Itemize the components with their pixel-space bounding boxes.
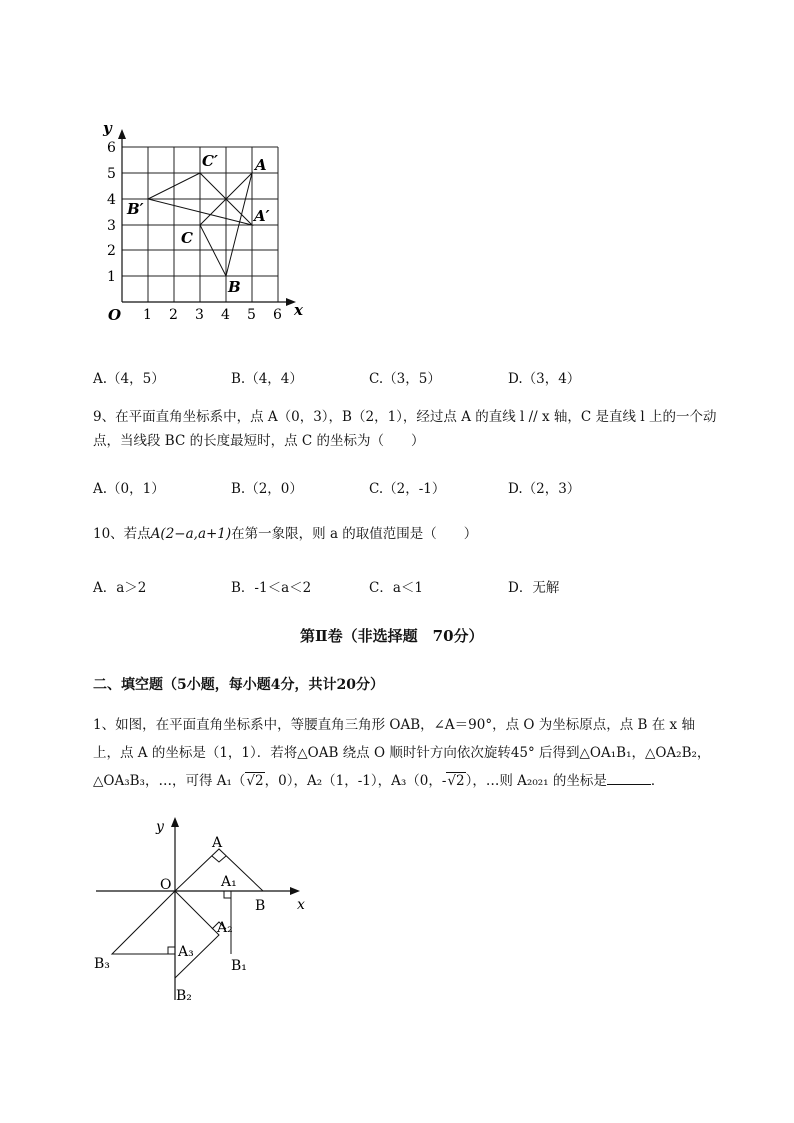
- x-axis-arrow-icon: [290, 887, 300, 895]
- fill1-line3-part-c: ），…则 A₂₀₂₁ 的坐标是: [465, 773, 607, 789]
- point-label-c-prime: C′: [202, 152, 218, 170]
- point-label-b3: B₃: [94, 956, 110, 972]
- q9-option-b: B.（2，0）: [231, 481, 303, 497]
- fill1-line1: 1、如图，在平面直角坐标系中，等腰直角三角形 OAB，∠A＝90°，点 O 为坐标原点，点 B 在 x 轴: [93, 717, 695, 733]
- q10-option-d: D．无解: [508, 580, 560, 596]
- q9-option-a: A.（0，1）: [93, 481, 165, 497]
- point-label-a1: A₁: [221, 874, 237, 890]
- q9-option-c: C.（2，-1）: [369, 481, 446, 497]
- triangle-oa2b2: [175, 891, 219, 978]
- point-label-a: A: [255, 156, 267, 174]
- y-tick-label: 5: [107, 166, 116, 182]
- x-tick-label: 4: [221, 307, 230, 323]
- q9-text-line2: 点，当线段 BC 的长度最短时，点 C 的坐标为（ ）: [93, 433, 425, 449]
- y-tick-label: 6: [107, 140, 116, 156]
- sqrt-two: √2: [447, 773, 465, 789]
- x-axis-label: x: [297, 897, 305, 913]
- q9-option-d: D.（2，3）: [508, 481, 581, 497]
- fill1-line3: [93, 771, 664, 791]
- point-label-b: B: [228, 278, 241, 296]
- q10-option-c: C．a＜1: [369, 580, 423, 596]
- fill1-line3-part-a: △OA₃B₃，…，可得 A₁（: [93, 773, 246, 789]
- x-axis-label: x: [294, 301, 303, 319]
- fill1-line3-part-b: ，0），A₂（1，-1），A₃（0，-: [264, 773, 447, 789]
- figure1-grid-diagram: [95, 115, 310, 330]
- y-tick-label: 4: [107, 192, 116, 208]
- q10-prefix: 10、若点: [93, 526, 151, 542]
- q9-text-line1: 9、在平面直角坐标系中，点 A（0，3），B（2，1），经过点 A 的直线 l // x 轴，C 是直线 l 上的一个动: [93, 409, 717, 425]
- y-tick-label: 1: [107, 269, 116, 285]
- fill1-end: ．: [650, 773, 665, 789]
- right-angle-marks: [168, 856, 231, 954]
- x-tick-label: 3: [195, 307, 204, 323]
- section2-title: 二、填空题（5小题，每小题4分，共计20分）: [93, 677, 384, 693]
- q10-suffix: 在第一象限，则 a 的取值范围是（ ）: [231, 526, 478, 542]
- point-label-a-prime: A′: [254, 207, 270, 225]
- figure2-rotation-diagram: [90, 810, 320, 1015]
- point-label-b-prime: B′: [127, 200, 144, 218]
- q10-option-a: A．a＞2: [93, 580, 147, 596]
- y-tick-label: 3: [107, 218, 116, 234]
- q8-option-d: D.（3，4）: [508, 371, 581, 387]
- y-tick-labels: [107, 140, 116, 285]
- y-axis-arrow-icon: [171, 817, 179, 827]
- x-tick-labels: [143, 307, 282, 323]
- origin-label: O: [108, 306, 122, 324]
- y-axis-label: y: [103, 119, 112, 137]
- q8-option-c: C.（3，5）: [369, 371, 441, 387]
- triangle-oa3b3: [112, 891, 175, 954]
- y-axis-arrow-icon: [118, 129, 126, 139]
- q8-option-b: B.（4，4）: [231, 371, 303, 387]
- point-label-a2: A₂: [217, 920, 233, 936]
- sqrt-two: √2: [246, 773, 264, 789]
- part2-title: 第Ⅱ卷（非选择题 70分）: [300, 627, 484, 645]
- y-tick-label: 2: [107, 243, 116, 259]
- q10-expression: A(2−a,a+1): [150, 526, 232, 542]
- point-label-a: A: [212, 835, 223, 851]
- point-label-b1: B₁: [231, 958, 247, 974]
- origin-label: O: [160, 877, 172, 893]
- y-axis-label: y: [156, 819, 164, 835]
- point-label-a3: A₃: [178, 944, 194, 960]
- triangle-oab: [175, 849, 263, 891]
- point-label-b: B: [255, 898, 266, 914]
- x-tick-label: 1: [143, 307, 152, 323]
- x-tick-label: 5: [247, 307, 256, 323]
- fill1-line2: 上，点 A 的坐标是（1，1）．若将△OAB 绕点 O 顺时针方向依次旋转45° 后得到△OA₁B₁，△OA₂B₂，: [93, 745, 711, 761]
- answer-blank[interactable]: [607, 771, 651, 785]
- point-label-c: C: [181, 229, 193, 247]
- q10-option-b: B．-1＜a＜2: [231, 580, 312, 596]
- point-label-b2: B₂: [176, 988, 192, 1004]
- x-tick-label: 2: [169, 307, 178, 323]
- q10-question: [93, 524, 477, 544]
- q8-option-a: A.（4，5）: [93, 371, 165, 387]
- x-tick-label: 6: [273, 307, 282, 323]
